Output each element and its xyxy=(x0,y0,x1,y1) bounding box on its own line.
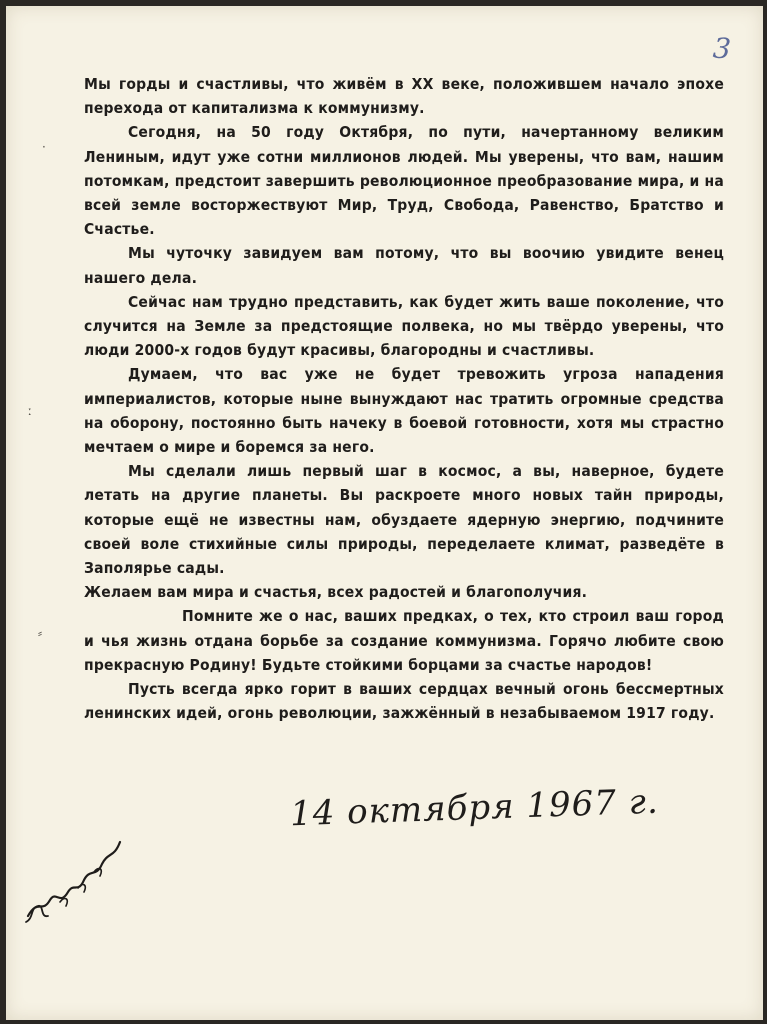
paragraph-6: Мы сделали лишь первый шаг в космос, а вы, наверное, будете летать на другие планеты. Вы раскроете много новых тайн природы, которые ещё не известны нам, обуздаете ядерную энергию, подчините своей воле стихийные силы природы, переделаете климат, разведёте в Заполярье сады. xyxy=(84,462,724,578)
paragraph-8: Помните же о нас, ваших предках, о тех, кто строил ваш город и чья жизнь отдана борьбе за создание коммунизма. Горячо любите свою прекрасную Родину! Будьте стойкими борцами за счастье народов! xyxy=(84,607,724,674)
paragraph-9: Пусть всегда ярко горит в ваших сердцах вечный огонь бессмертных ленинских идей, огонь революции, зажжённый в незабываемом 1917 году. xyxy=(84,680,724,723)
paragraph-3: Мы чуточку завидуем вам потому, что вы воочию увидите венец нашего дела. xyxy=(84,244,724,287)
paragraph-4: Сейчас нам трудно представить, как будет жить ваше поколение, что случится на Земле за предстоящие полвека, но мы твёрдо уверены, что люди 2000-х годов будут красивы, благородны и счастливы. xyxy=(84,292,724,360)
letter-date: 14 октября 1967 г. xyxy=(289,781,660,835)
paragraph-1: Мы горды и счастливы, что живём в XX веке, положившем начало эпохе перехода от капитализма к коммунизму. xyxy=(84,75,724,118)
document-page xyxy=(6,6,763,1020)
handwritten-signature xyxy=(20,828,130,928)
paragraph-2: Сегодня, на 50 году Октября, по пути, начертанному великим Лениным, идут уже сотни миллионов людей. Мы уверены, что вам, нашим потомкам, предстоит завершить революционное преобразование мира, и на всей земле восторжествуют Мир, Труд, Свобода, Равенство, Братство и Счастье. xyxy=(84,123,724,239)
letter-body xyxy=(84,72,724,725)
paragraph-7: Желаем вам мира и счастья, всех радостей и благополучия. xyxy=(84,583,588,602)
margin-mark: ː xyxy=(28,404,33,418)
margin-mark: ⸗ xyxy=(38,626,42,640)
margin-mark: · xyxy=(42,140,46,154)
paragraph-5: Думаем, что вас уже не будет тревожить угроза нападения империалистов, которые ныне вынуждают нас тратить огромные средства на оборону, постоянно быть начеку в боевой готовности, хотя мы страстно мечтаем о мире и боремся за него. xyxy=(84,365,724,457)
page-number: 3 xyxy=(711,31,732,66)
